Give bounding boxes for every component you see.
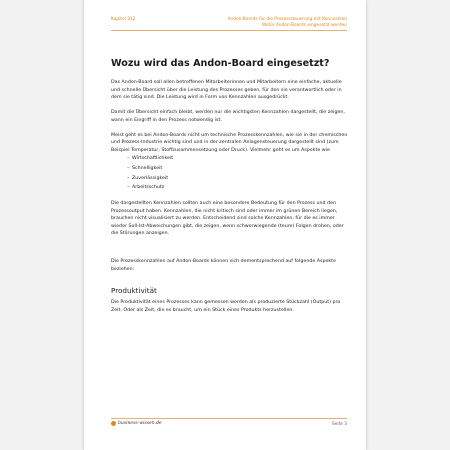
list-item: – Arbeitsschutz [111,183,351,193]
publisher-logo [111,421,162,426]
list-item: – Zuverlässigkeit [111,174,351,184]
list-item: – Schnelligkeit [111,164,351,174]
list-marker: – [127,156,130,162]
header-divider [111,30,347,31]
list-marker: – [127,165,130,171]
paragraph-intro: Das Andon-Board soll allen betroffenen Mitarbeiterinnen und Mitarbeitern eine einfache, aktuelle und schnelle Übersicht über die Leistung des Prozesses geben, für den sie verantwortlich oder in dem sie tätig sind. Die Leistung wird in Form von Kennzahlen ausgedrückt. [111,80,342,101]
paragraph-kpi-aspects: Die Prozesskennzahlen auf Andon-Boards können sich dementsprechend auf folgende Aspekte beziehen: [111,258,336,272]
paragraph-relevance: Die dargestellten Kennzahlen sollten auch eine besondere Bedeutung für den Prozess und den Prozessoutput haben. Kennzahlen, die nicht kritisch sind oder immer im grünen Bereich liegen, brauchen nicht visualisiert zu werden. Entscheidend sind solche Kennzahlen, für die es immer wieder Soll-Ist-Abweichungen gibt, die zeigen, wenn schwerwiegende (teure) Folgen drohen, oder die Störungen anzeigen. [111,201,344,237]
logo-text: business-wissen.de [118,421,162,426]
section-title: Wozu wird das Andon-Board eingesetzt? [111,58,330,69]
document-page [84,0,366,450]
paragraph-aspects-intro: Meist geht es bei Andon-Boards nicht um technische Prozesskennzahlen, wie sie in der chemischen und Prozess-Industrie wichtig sind und in der zentralen Anlagensteuerung dargestellt sind (zum Beispiel Temperatur, Stoffzusammensetzung oder Druck). Vielmehr geht es um Aspekte wie [111,132,348,153]
body-text [111,79,351,314]
aspects-list [111,154,351,192]
subheading-productivity: Produktivität [111,286,157,296]
list-marker: – [127,175,130,181]
header-title [228,17,347,28]
list-item: – Wirtschaftlichkeit [111,154,351,164]
page-number: Seite 3 [332,422,347,427]
paragraph-productivity: Die Produktivität eines Prozesses kann gemessen werden als produzierte Stückzahl (Output) pro Zeit. Oder als Zeit, die es braucht, um ein Stück eines Produkts herzustellen. [111,300,341,313]
header-title-line1: Andon-Boards für die Prozesssteuerung mit Kennzahlen [227,17,347,22]
logo-dot-icon [111,421,116,426]
footer-divider [111,418,347,419]
list-marker: – [127,185,130,191]
header-title-line2: Wofür Andon-Boards eingesetzt werden [261,22,347,28]
chapter-label: Kapitel 312 [111,17,136,22]
paragraph-overview: Damit die Übersicht einfach bleibt, werden nur die wichtigsten Kennzahlen dargestellt, die zeigen, wann ein Eingriff in den Prozess notwendig ist. [111,110,345,123]
